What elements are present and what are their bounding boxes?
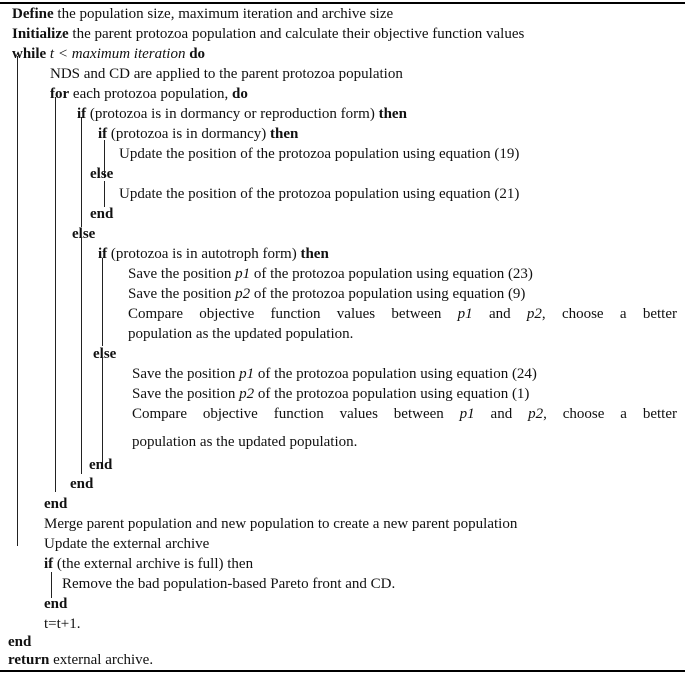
line-end-autotroph-if [89, 455, 112, 475]
line-remove-bad [62, 574, 395, 594]
text: Save the position [132, 386, 240, 402]
line-update-archive [44, 534, 209, 554]
text: Update the position of the protozoa population using equation (21) [119, 186, 520, 202]
line-if-autotroph [98, 244, 329, 264]
keyword: end [89, 457, 113, 473]
text: Update the external archive [44, 536, 210, 552]
text: and [472, 306, 527, 322]
line-define [12, 4, 393, 24]
text: population as the updated population. [132, 434, 358, 450]
keyword: end [44, 596, 68, 612]
keyword: while [12, 46, 47, 62]
text: Remove the bad population-based Pareto front and CD. [62, 576, 396, 592]
keyword: then [270, 126, 299, 142]
text: the parent protozoa population and calculate their objective function values [68, 26, 525, 42]
text: and [474, 406, 529, 422]
line-compare-1 [128, 304, 677, 324]
line-update-eq19 [119, 144, 519, 164]
autotroph-if-guide [102, 258, 103, 346]
line-update-eq21 [119, 184, 519, 204]
line-if-dormancy [98, 124, 298, 144]
variable: p1 [239, 366, 255, 382]
keyword: then [378, 106, 407, 122]
line-else-inner [90, 164, 113, 184]
keyword: if [98, 246, 108, 262]
keyword: if [98, 126, 108, 142]
keyword: for [50, 86, 70, 102]
keyword: if [77, 106, 87, 122]
keyword: else [90, 166, 114, 182]
text: , choose a better [541, 306, 677, 322]
keyword: Define [12, 6, 54, 22]
text: Merge parent population and new population to create a new parent population [44, 516, 518, 532]
text: population as the updated population. [128, 326, 354, 342]
line-save-p2-eq9 [128, 284, 525, 304]
text: Save the position [132, 366, 240, 382]
text: Save the position [128, 286, 236, 302]
text: t < [46, 46, 72, 62]
text: of the protozoa population using equation (23) [250, 266, 533, 282]
keyword: end [8, 634, 32, 650]
line-updated-population-2 [132, 432, 357, 452]
line-updated-population-1 [128, 324, 353, 344]
variable: p2 [235, 286, 251, 302]
variable: p1 [459, 406, 475, 422]
variable: p2 [528, 406, 544, 422]
line-save-p1-eq24 [132, 364, 537, 384]
text: of the protozoa population using equation (24) [254, 366, 537, 382]
keyword: else [93, 346, 117, 362]
variable: p2 [239, 386, 255, 402]
variable: p1 [235, 266, 251, 282]
autotroph-else-guide [102, 358, 103, 468]
for-block-guide [55, 97, 56, 492]
text: NDS and CD are applied to the parent protozoa population [50, 66, 403, 82]
line-end-outer-if [70, 474, 93, 494]
text: each protozoa population, [69, 86, 233, 102]
bottom-rule [0, 670, 685, 672]
while-block-guide [17, 56, 18, 546]
text: , choose a better [543, 406, 677, 422]
keyword: return [8, 652, 50, 668]
line-increment-t [44, 614, 81, 634]
line-compare-2 [132, 404, 677, 424]
line-else-autotroph [93, 344, 116, 364]
line-else-outer [72, 224, 95, 244]
line-if-archive-full [44, 554, 253, 574]
text: of the protozoa population using equation (1) [254, 386, 530, 402]
text: (the external archive is full) then [53, 556, 254, 572]
keyword: do [232, 86, 248, 102]
text: Compare objective function values between [128, 306, 458, 322]
text: Update the position of the protozoa population using equation (19) [119, 146, 520, 162]
text: external archive. [49, 652, 154, 668]
line-end-while [8, 632, 31, 652]
line-save-p1-eq23 [128, 264, 533, 284]
text: (protozoa is in autotroph form) [107, 246, 301, 262]
italic-term: maximum iteration [71, 46, 186, 62]
keyword: if [44, 556, 54, 572]
line-return [8, 650, 153, 670]
line-end-archive-if [44, 594, 67, 614]
line-nds-cd [50, 64, 403, 84]
text: the population size, maximum iteration and archive size [53, 6, 394, 22]
text: of the protozoa population using equation (9) [250, 286, 526, 302]
outer-else-guide [81, 238, 82, 474]
line-merge [44, 514, 517, 534]
keyword: end [44, 496, 68, 512]
text: (protozoa is in dormancy or reproduction form) [86, 106, 379, 122]
text: (protozoa is in dormancy) [107, 126, 271, 142]
variable: p2 [526, 306, 542, 322]
text: Compare objective function values between [132, 406, 460, 422]
keyword: do [185, 46, 206, 62]
line-while [12, 44, 205, 64]
line-end-inner-if [90, 204, 113, 224]
keyword: end [90, 206, 114, 222]
keyword: Initialize [12, 26, 69, 42]
keyword: end [70, 476, 94, 492]
line-initialize [12, 24, 524, 44]
keyword: then [300, 246, 329, 262]
line-end-for [44, 494, 67, 514]
line-save-p2-eq1 [132, 384, 529, 404]
line-for [50, 84, 248, 104]
keyword: else [72, 226, 96, 242]
outer-if-guide [81, 117, 82, 227]
line-if-dormancy-reproduction [77, 104, 407, 124]
text: Save the position [128, 266, 236, 282]
text: t=t+1. [44, 616, 81, 632]
variable: p1 [457, 306, 473, 322]
